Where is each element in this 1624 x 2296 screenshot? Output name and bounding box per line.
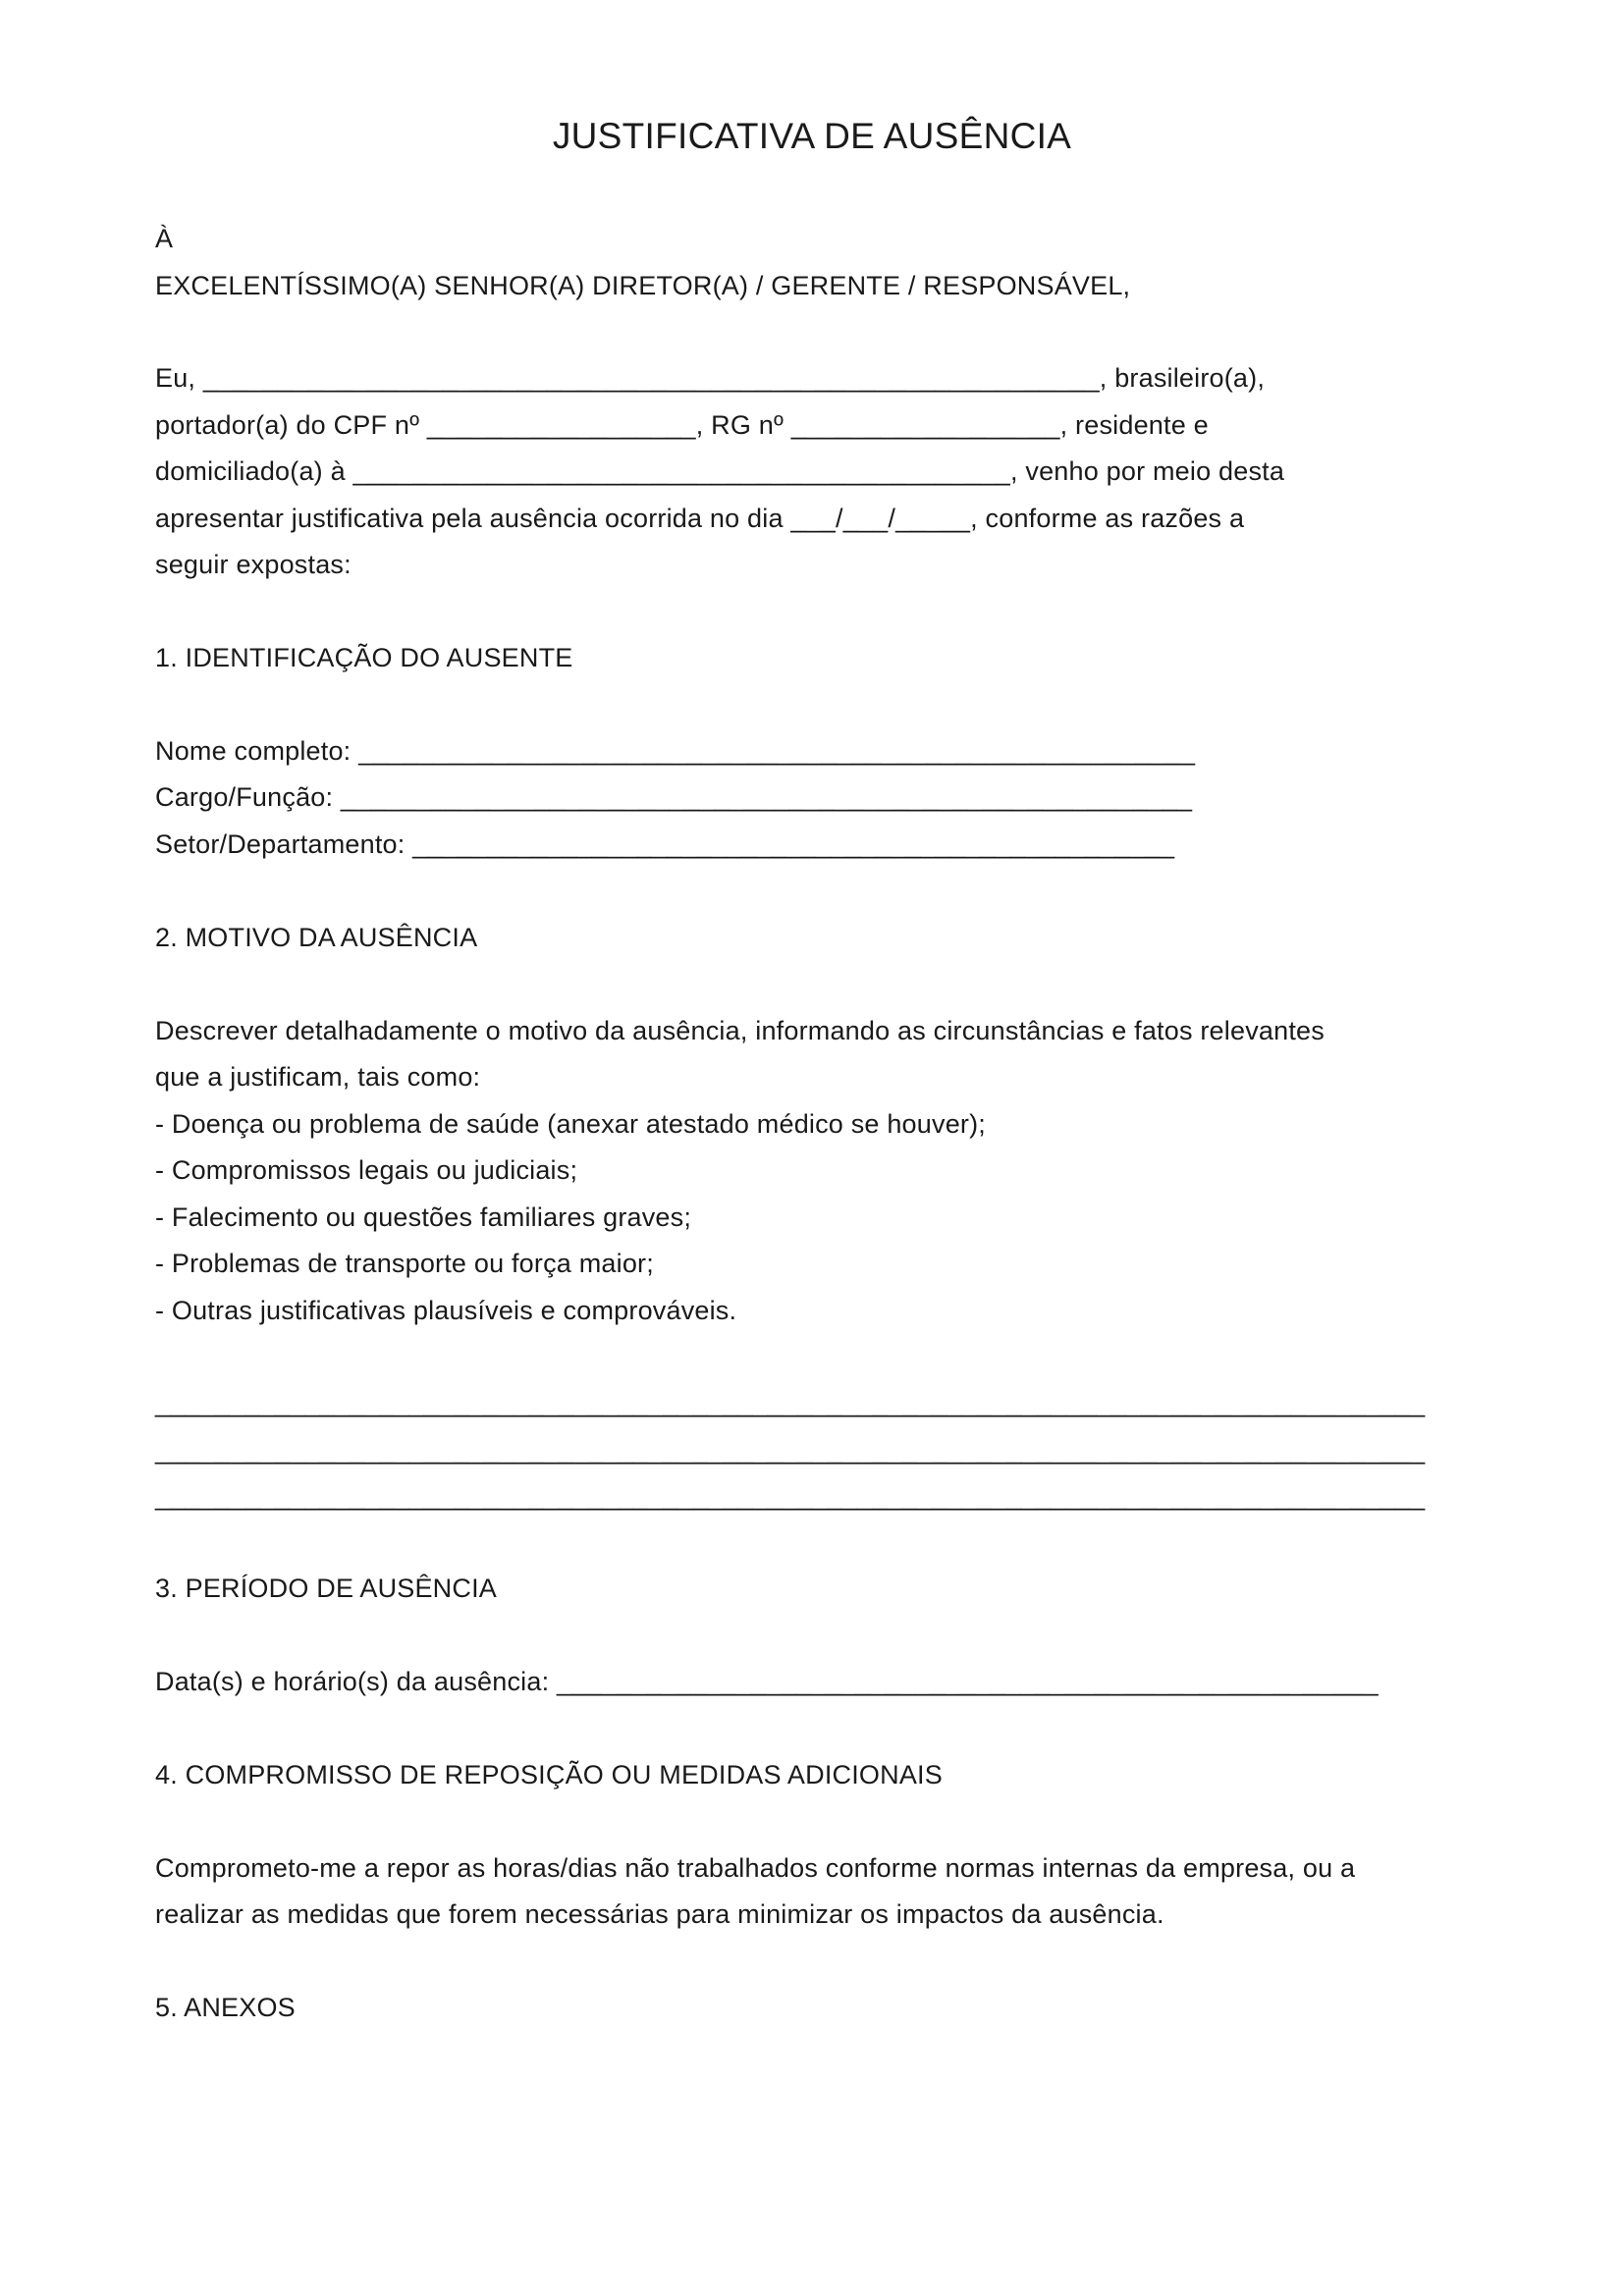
reason-list-item: - Problemas de transporte ou força maior; bbox=[155, 1249, 654, 1278]
section-1-heading: 1. IDENTIFICAÇÃO DO AUSENTE bbox=[155, 643, 573, 672]
reason-list-item: - Doença ou problema de saúde (anexar atestado médico se houver); bbox=[155, 1109, 986, 1139]
section-4-heading: 4. COMPROMISSO DE REPOSIÇÃO OU MEDIDAS ADICIONAIS bbox=[155, 1760, 943, 1789]
reason-list-item: - Falecimento ou questões familiares graves; bbox=[155, 1202, 692, 1232]
section-5-heading: 5. ANEXOS bbox=[155, 1993, 296, 2022]
addressee-prefix: À bbox=[155, 224, 174, 253]
absence-dates-field: Data(s) e horário(s) da ausência: _______________________________________________________ bbox=[155, 1667, 1379, 1696]
reason-blank-line: _____________________________________________________________________________________ bbox=[155, 1388, 1426, 1417]
reason-description-line-2: que a justificam, tais como: bbox=[155, 1062, 481, 1092]
reason-list-item: - Compromissos legais ou judiciais; bbox=[155, 1155, 578, 1185]
commitment-text-line-2: realizar as medidas que forem necessárias para minimizar os impactos da ausência. bbox=[155, 1899, 1164, 1929]
intro-line-1: Eu, ____________________________________________________________, brasileiro(a), bbox=[155, 363, 1266, 393]
commitment-text-line-1: Comprometo-me a repor as horas/dias não trabalhados conforme normas internas da empresa, ou a bbox=[155, 1853, 1356, 1883]
section-3-heading: 3. PERÍODO DE AUSÊNCIA bbox=[155, 1574, 497, 1603]
reason-blank-line: _____________________________________________________________________________________ bbox=[155, 1481, 1426, 1511]
section-2-heading: 2. MOTIVO DA AUSÊNCIA bbox=[155, 923, 478, 952]
addressee-recipient: EXCELENTÍSSIMO(A) SENHOR(A) DIRETOR(A) / GERENTE / RESPONSÁVEL, bbox=[155, 271, 1131, 300]
role-field: Cargo/Função: _________________________________________________________ bbox=[155, 782, 1193, 812]
intro-line-2: portador(a) do CPF nº __________________, RG nº __________________, residente e bbox=[155, 410, 1209, 440]
reason-description-line-1: Descrever detalhadamente o motivo da ausência, informando as circunstâncias e fatos relevantes bbox=[155, 1016, 1325, 1045]
document-title: JUSTIFICATIVA DE AUSÊNCIA bbox=[552, 116, 1072, 156]
sector-field: Setor/Departamento: ___________________________________________________ bbox=[155, 829, 1175, 859]
intro-line-5: seguir expostas: bbox=[155, 550, 352, 579]
intro-line-4: apresentar justificativa pela ausência ocorrida no dia ___/___/_____, conforme as razões a bbox=[155, 504, 1245, 533]
full-name-field: Nome completo: ________________________________________________________ bbox=[155, 736, 1196, 766]
reason-blank-line: _____________________________________________________________________________________ bbox=[155, 1435, 1426, 1465]
intro-line-3: domiciliado(a) à ____________________________________________, venho por meio desta bbox=[155, 456, 1285, 486]
reason-list-item: - Outras justificativas plausíveis e comprováveis. bbox=[155, 1296, 737, 1325]
